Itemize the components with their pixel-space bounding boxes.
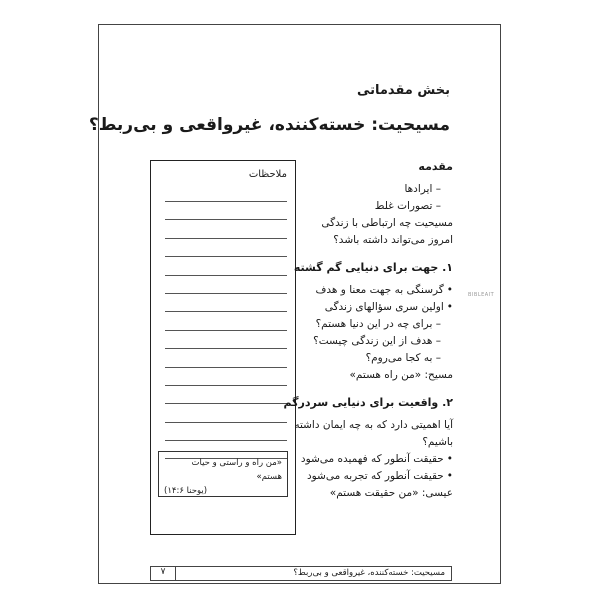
footer-title: مسیحیت: خسته‌کننده، غیرواقعی و بی‌ربط؟ [293, 568, 445, 578]
list-item-text: ایرادها [404, 183, 433, 195]
section1-heading: ۱. جهت برای دنیایی گم گشته [293, 261, 453, 274]
watermark: BIBLEAIT [468, 292, 495, 298]
notes-lines [165, 189, 287, 465]
notes-title: ملاحظات [248, 169, 287, 180]
list-item-text: به کجا می‌روم؟ [365, 352, 433, 364]
page-footer [150, 566, 452, 581]
list-item: – برای چه در این دنیا هستم؟ [315, 318, 441, 330]
section2-question-line2: باشیم؟ [422, 436, 453, 448]
page-number: ۷ [151, 567, 176, 580]
section2-heading: ۲. واقعیت برای دنیایی سردرگم [283, 396, 453, 409]
notes-line [165, 281, 287, 294]
notes-line [165, 373, 287, 386]
intro-question-line2: امروز می‌تواند داشته باشد؟ [333, 234, 453, 246]
list-item-text: برای چه در این دنیا هستم؟ [315, 318, 433, 330]
section1-bullet-1: • گرسنگی به جهت معنا و هدف [305, 282, 453, 299]
list-item: – هدف از این زندگی چیست؟ [313, 335, 441, 347]
notes-line [165, 263, 287, 276]
section-title: بخش مقدماتی [356, 83, 450, 98]
section2-conclusion: عیسی: «من حقیقت هستم» [329, 487, 453, 499]
section2-question-line1: آیا اهمیتی دارد که به چه ایمان داشته [294, 419, 453, 431]
notes-line [165, 244, 287, 257]
notes-line [165, 410, 287, 423]
list-item: – تصورات غلط [374, 200, 441, 212]
intro-heading: مقدمه [418, 160, 453, 173]
intro-question-line1: مسیحیت چه ارتباطی با زندگی [321, 217, 453, 229]
notes-line [165, 318, 287, 331]
notes-line [165, 336, 287, 349]
notes-line [165, 189, 287, 202]
notes-line [165, 391, 287, 404]
notes-line [165, 428, 287, 441]
section2-bullet-2: • حقیقت آنطور که تجربه می‌شود [305, 468, 453, 485]
quote-reference: (یوحنا ۱۴:۶) [164, 486, 208, 496]
notes-line [165, 226, 287, 239]
quote-box [158, 451, 288, 497]
notes-line [165, 355, 287, 368]
notes-line [165, 299, 287, 312]
page-title: مسیحیت: خسته‌کننده، غیرواقعی و بی‌ربط؟ [88, 115, 450, 135]
list-item: – به کجا می‌روم؟ [365, 352, 441, 364]
section1-conclusion: مسیح: «من راه هستم» [349, 369, 453, 381]
list-item-text: هدف از این زندگی چیست؟ [313, 335, 433, 347]
section2-bullet-1: • حقیقت آنطور که فهمیده می‌شود [305, 451, 453, 468]
notes-line [165, 207, 287, 220]
list-item: – ایرادها [404, 183, 441, 195]
outline-content [283, 158, 453, 502]
list-item-text: تصورات غلط [374, 200, 433, 212]
section1-bullet-2: • اولین سری سؤالهای زندگی [305, 299, 453, 316]
notes-box [150, 160, 296, 535]
quote-text: «من راه و راستی و حیات هستم» [191, 458, 282, 482]
